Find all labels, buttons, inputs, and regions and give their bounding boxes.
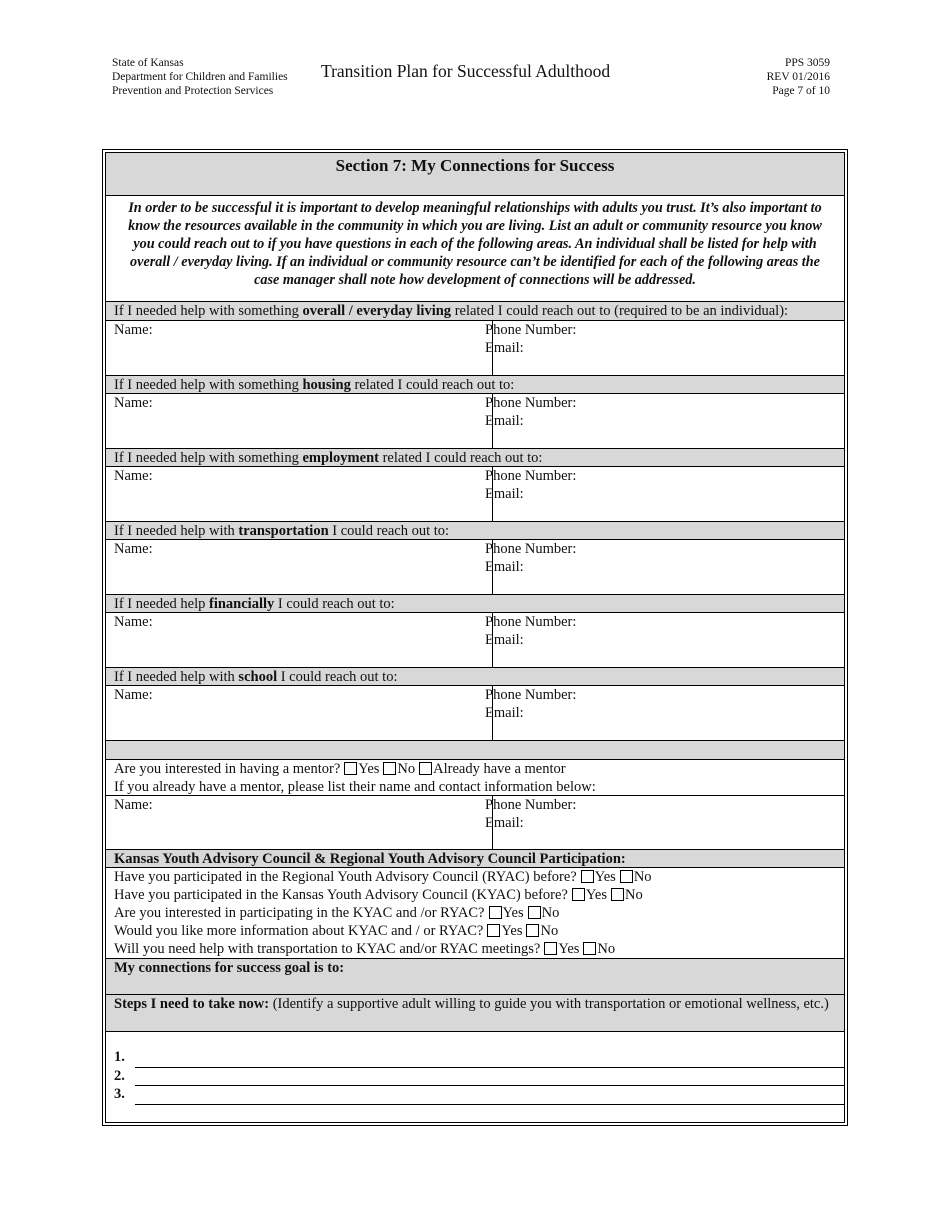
yac-question-interested [114, 904, 836, 922]
phone-label: Phone Number: [485, 322, 577, 338]
area-suffix: I could reach out to: [277, 669, 398, 685]
step-line-1[interactable] [135, 1067, 844, 1068]
mentor-already-label: Already have a mentor [433, 761, 566, 777]
contact-fields[interactable] [477, 394, 844, 448]
contact-row-employment [106, 467, 844, 522]
name-field[interactable] [106, 467, 493, 521]
email-label: Email: [485, 413, 524, 429]
step-number-3: 3. [114, 1086, 125, 1102]
goal-field[interactable] [106, 959, 844, 995]
yac-heading: Kansas Youth Advisory Council & Regional Youth Advisory Council Participation: [106, 850, 844, 868]
page-indicator: Page 7 of 10 [772, 85, 830, 97]
yes-checkbox[interactable] [581, 870, 594, 883]
yes-label: Yes [585, 887, 607, 903]
name-field[interactable] [106, 686, 493, 740]
no-label: No [597, 941, 616, 957]
form-table [102, 149, 848, 1126]
contact-fields[interactable] [477, 467, 844, 521]
contact-fields[interactable] [477, 686, 844, 740]
form-id-block [700, 56, 830, 98]
phone-label: Phone Number: [485, 614, 577, 630]
area-suffix: related I could reach out to: [350, 377, 515, 393]
no-label: No [633, 869, 652, 885]
yes-checkbox[interactable] [487, 924, 500, 937]
mentor-question [114, 760, 836, 778]
mentor-yes-checkbox[interactable] [344, 762, 357, 775]
email-label: Email: [485, 632, 524, 648]
agency-block [112, 56, 288, 98]
step-line-3[interactable] [135, 1104, 844, 1105]
no-label: No [541, 905, 560, 921]
yes-checkbox[interactable] [489, 906, 502, 919]
area-topic: transportation [238, 523, 329, 539]
email-label: Email: [485, 340, 524, 356]
contact-row-everyday-living [106, 321, 844, 376]
area-suffix: related I could reach out to (required to be an individual): [451, 303, 789, 319]
section-title: Section 7: My Connections for Success [106, 153, 844, 196]
contact-fields[interactable] [477, 321, 844, 375]
name-label: Name: [114, 541, 153, 557]
contact-row-housing [106, 394, 844, 449]
area-topic: housing [302, 377, 351, 393]
question-text: Will you need help with transportation to KYAC and/or RYAC meetings? [114, 941, 541, 957]
separator-row [106, 741, 844, 760]
question-text: Have you participated in the Kansas Youth Advisory Council (KYAC) before? [114, 887, 568, 903]
yes-label: Yes [558, 941, 580, 957]
area-prefix: If I needed help with [114, 669, 239, 685]
name-label: Name: [114, 797, 153, 813]
area-header-everyday-living [106, 302, 844, 321]
mentor-question-text: Are you interested in having a mentor? [114, 761, 341, 777]
name-field[interactable] [106, 613, 493, 667]
step-number-1: 1. [114, 1049, 125, 1065]
question-text: Have you participated in the Regional Youth Advisory Council (RYAC) before? [114, 869, 577, 885]
steps-hint: (Identify a supportive adult willing to guide you with transportation or emotional wellness, etc.) [269, 996, 829, 1012]
step-number-2: 2. [114, 1068, 125, 1084]
area-topic: employment [302, 450, 379, 466]
area-header-financial [106, 595, 844, 613]
form-title: Transition Plan for Successful Adulthood [321, 61, 611, 81]
contact-row-school [106, 686, 844, 741]
name-label: Name: [114, 614, 153, 630]
yac-question-more-info [114, 922, 836, 940]
question-text: Are you interested in participating in the KYAC and /or RYAC? [114, 905, 485, 921]
name-field[interactable] [106, 540, 493, 594]
section-instructions: In order to be successful it is important to develop meaningful relationships with adults you trust. It’s also important to know the resources available in the community in which you are living. List an adult or community resource you know you could reach out to if you have questions in each of the following areas. An individual shall be listed for help with overall / everyday living. If an individual or community resource can’t be identified for each of the following areas the case manager shall note how development of connections will be addressed. [106, 196, 844, 302]
yac-question-ryac-participated [114, 868, 836, 886]
no-checkbox[interactable] [620, 870, 633, 883]
agency-division: Prevention and Protection Services [112, 85, 274, 97]
no-checkbox[interactable] [528, 906, 541, 919]
phone-label: Phone Number: [485, 687, 577, 703]
yes-checkbox[interactable] [544, 942, 557, 955]
area-topic: financially [209, 596, 275, 612]
no-checkbox[interactable] [583, 942, 596, 955]
step-line-2[interactable] [135, 1085, 844, 1086]
contact-row-transportation [106, 540, 844, 595]
contact-row-mentor [106, 796, 844, 850]
name-label: Name: [114, 468, 153, 484]
area-header-housing [106, 376, 844, 394]
no-label: No [624, 887, 643, 903]
mentor-question-row [106, 760, 844, 796]
email-label: Email: [485, 559, 524, 575]
area-prefix: If I needed help with something [114, 450, 303, 466]
yes-label: Yes [501, 923, 523, 939]
email-label: Email: [485, 486, 524, 502]
contact-fields[interactable] [477, 613, 844, 667]
yac-question-transportation [114, 940, 836, 958]
yac-question-kyac-participated [114, 886, 836, 904]
yes-checkbox[interactable] [572, 888, 585, 901]
name-label: Name: [114, 687, 153, 703]
agency-state: State of Kansas [112, 57, 184, 69]
area-header-transportation [106, 522, 844, 540]
phone-label: Phone Number: [485, 797, 577, 813]
yac-questions [106, 868, 844, 959]
form-revision: REV 01/2016 [766, 71, 830, 83]
phone-label: Phone Number: [485, 468, 577, 484]
form-number: PPS 3059 [784, 57, 830, 69]
name-field[interactable] [106, 394, 493, 448]
area-suffix: I could reach out to: [328, 523, 450, 539]
phone-label: Phone Number: [485, 395, 577, 411]
no-checkbox[interactable] [611, 888, 624, 901]
area-header-school [106, 668, 844, 686]
mentor-already-checkbox[interactable] [419, 762, 432, 775]
area-topic: overall / everyday living [302, 303, 452, 319]
name-label: Name: [114, 322, 153, 338]
area-topic: school [238, 669, 278, 685]
contact-fields[interactable] [477, 796, 844, 849]
area-header-employment [106, 449, 844, 467]
email-label: Email: [485, 815, 524, 831]
area-prefix: If I needed help with [114, 523, 239, 539]
name-label: Name: [114, 395, 153, 411]
area-suffix: related I could reach out to: [378, 450, 543, 466]
goal-label: My connections for success goal is to: [114, 960, 345, 976]
no-checkbox[interactable] [526, 924, 539, 937]
form-table-inner [105, 152, 845, 1123]
no-label: No [540, 923, 559, 939]
steps-label: Steps I need to take now: [114, 996, 270, 1012]
mentor-no-checkbox[interactable] [383, 762, 396, 775]
phone-label: Phone Number: [485, 541, 577, 557]
yes-label: Yes [594, 869, 616, 885]
contact-fields[interactable] [477, 540, 844, 594]
area-prefix: If I needed help with something [114, 303, 303, 319]
contact-row-financial [106, 613, 844, 668]
steps-list [106, 1032, 844, 1124]
mentor-no-label: No [397, 761, 416, 777]
steps-header [106, 995, 844, 1032]
area-suffix: I could reach out to: [274, 596, 395, 612]
mentor-yes-label: Yes [358, 761, 380, 777]
email-label: Email: [485, 705, 524, 721]
name-field[interactable] [106, 796, 493, 849]
yes-label: Yes [502, 905, 524, 921]
area-prefix: If I needed help with something [114, 377, 303, 393]
name-field[interactable] [106, 321, 493, 375]
agency-department: Department for Children and Families [112, 71, 288, 83]
area-prefix: If I needed help [114, 596, 210, 612]
question-text: Would you like more information about KYAC and / or RYAC? [114, 923, 484, 939]
mentor-followup-text: If you already have a mentor, please list their name and contact information below: [114, 779, 596, 795]
